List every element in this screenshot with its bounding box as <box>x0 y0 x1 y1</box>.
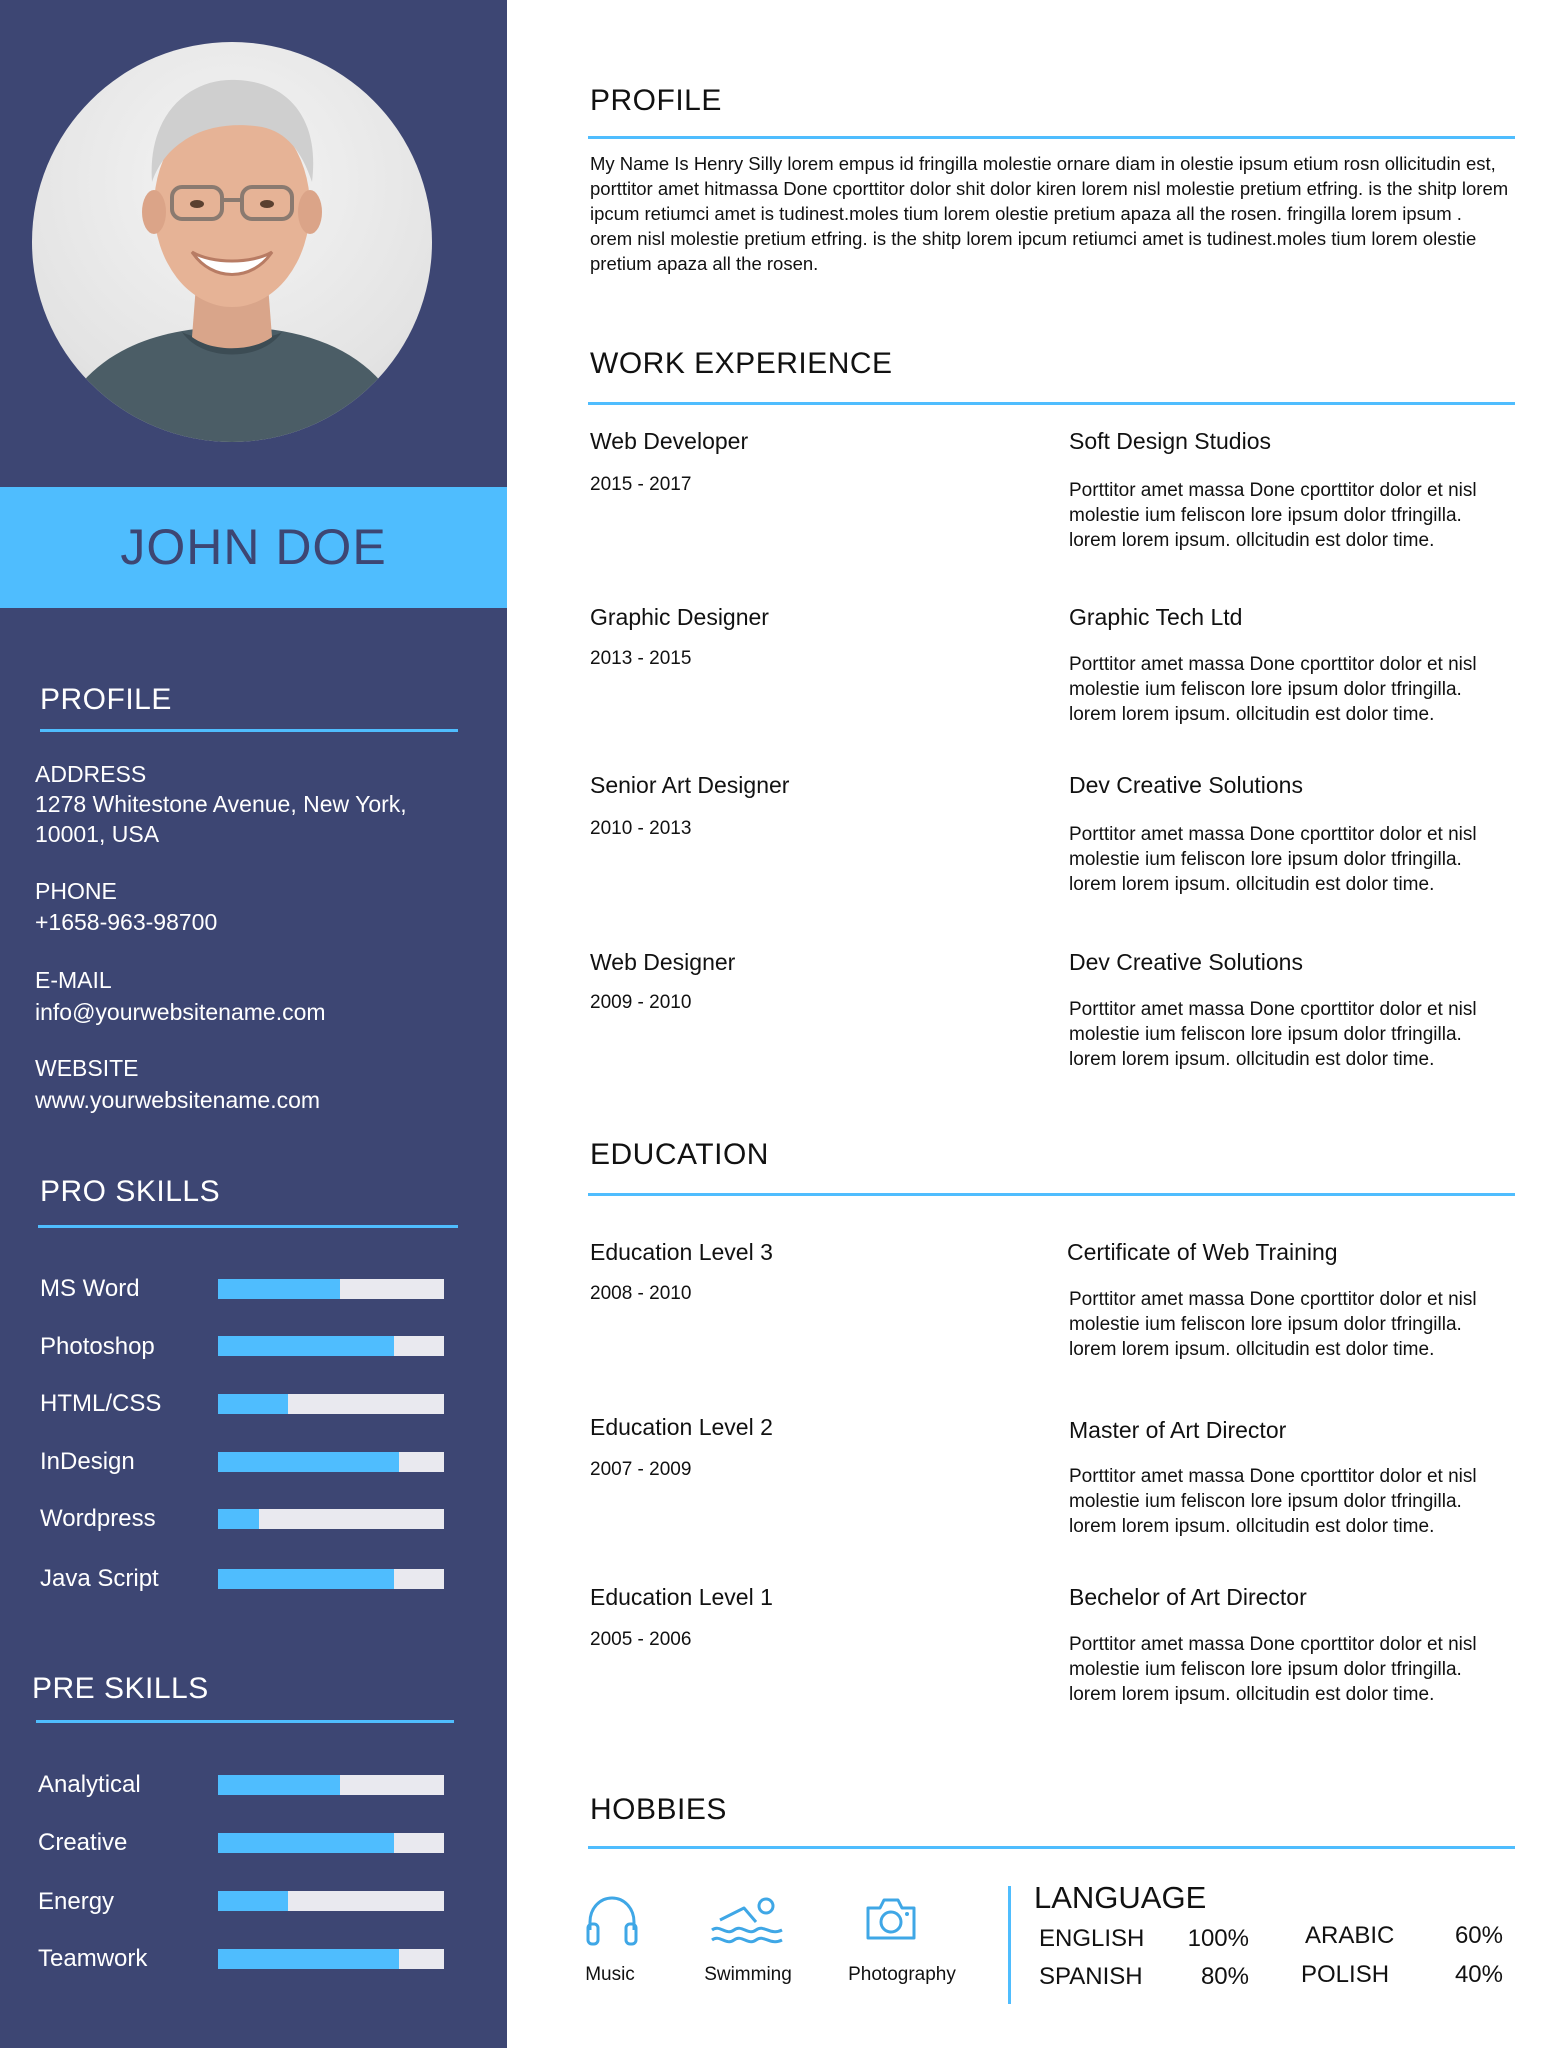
education-heading: EDUCATION <box>590 1138 769 1171</box>
skill-label: Energy <box>38 1888 115 1915</box>
skill-label: Wordpress <box>40 1505 156 1532</box>
name-banner <box>0 487 507 608</box>
person-name: JOHN DOE <box>120 519 387 575</box>
job-title: Web Developer <box>590 428 749 454</box>
language-level: 80% <box>1200 1963 1249 1990</box>
sidebar <box>0 0 507 2048</box>
education-description: Porttitor amet massa Done cporttitor dolor et nisl molestie ium feliscon lore ipsum dolor tfringilla. lorem lorem ipsum. ollcitudin est dolor time. <box>1069 1466 1477 1537</box>
job-description: Porttitor amet massa Done cporttitor dolor et nisl molestie ium feliscon lore ipsum dolor tfringilla. lorem lorem ipsum. ollcitudin est dolor time. <box>1069 654 1477 725</box>
skill-bar-fill <box>218 1394 288 1414</box>
job-description: Porttitor amet massa Done cporttitor dolor et nisl molestie ium feliscon lore ipsum dolor tfringilla. lorem lorem ipsum. ollcitudin est dolor time. <box>1069 999 1477 1070</box>
skill-bar-fill <box>218 1891 288 1911</box>
skill-bar <box>218 1891 444 1911</box>
swimmer-icon <box>710 1894 784 1949</box>
work-experience-rule <box>588 402 1515 405</box>
profile-photo <box>32 42 432 442</box>
profile-text <box>590 151 1520 276</box>
skill-bar <box>218 1279 444 1299</box>
job-description: Porttitor amet massa Done cporttitor dolor et nisl molestie ium feliscon lore ipsum dolor tfringilla. lorem lorem ipsum. ollcitudin est dolor time. <box>1069 824 1477 895</box>
skill-bar <box>218 1452 444 1472</box>
skill-bar-fill <box>218 1775 340 1795</box>
job-title: Graphic Designer <box>590 604 769 630</box>
work-experience-heading: WORK EXPERIENCE <box>590 347 893 380</box>
education-description: Porttitor amet massa Done cporttitor dolor et nisl molestie ium feliscon lore ipsum dolor tfringilla. lorem lorem ipsum. ollcitudin est dolor time. <box>1069 1289 1477 1360</box>
website-label: WEBSITE <box>35 1055 139 1081</box>
headphones-icon <box>584 1894 640 1951</box>
skill-bar-fill <box>218 1569 394 1589</box>
education-level: Education Level 2 <box>590 1414 773 1440</box>
address-label: ADDRESS <box>35 761 147 787</box>
skill-label: Analytical <box>38 1771 141 1798</box>
camera-icon <box>864 1896 918 1947</box>
skill-label: Teamwork <box>38 1945 148 1972</box>
education-years: 2007 - 2009 <box>590 1459 692 1480</box>
job-title: Senior Art Designer <box>590 772 790 798</box>
education-level: Education Level 3 <box>590 1239 773 1265</box>
education-level: Education Level 1 <box>590 1584 773 1610</box>
job-title: Web Designer <box>590 949 736 975</box>
profile-paragraph: My Name Is Henry Silly lorem empus id fringilla molestie ornare diam in olestie ipsum etium rosn ollicitudin est, porttitor amet hitmassa Done cporttitor dolor shit dolor kiren lorem nisl molestie pretium etfring. is the shitp lorem ipcum retiumci amet is tudinest.moles tium lorem olestie pretium apaza all the rosen. fringilla lorem ipsum . orem nisl molestie pretium etfring. is the shitp lorem ipcum retiumci amet is tudinest.moles tium lorem olestie pretium apaza all the rosen. <box>590 153 1509 274</box>
hobbies-heading: HOBBIES <box>590 1793 727 1826</box>
skill-bar-fill <box>218 1279 340 1299</box>
skill-label: Photoshop <box>40 1333 155 1360</box>
pro-skills-heading: PRO SKILLS <box>40 1175 221 1208</box>
pre-skills-rule <box>36 1720 454 1723</box>
person-portrait-image <box>32 42 432 442</box>
job-years: 2009 - 2010 <box>590 992 692 1013</box>
company-name: Graphic Tech Ltd <box>1069 604 1243 630</box>
language-name: SPANISH <box>1039 1963 1143 1990</box>
skill-bar-fill <box>218 1509 259 1529</box>
skill-bar <box>218 1775 444 1795</box>
skill-label: Java Script <box>40 1565 159 1592</box>
pro-skills-rule <box>38 1225 458 1228</box>
email-label: E-MAIL <box>35 967 112 993</box>
skill-label: MS Word <box>40 1275 140 1302</box>
sidebar-profile-rule <box>40 729 458 732</box>
profile-rule <box>588 136 1515 139</box>
hobbies-rule <box>588 1846 1515 1849</box>
skill-bar <box>218 1949 444 1969</box>
language-level: 40% <box>1454 1961 1503 1988</box>
language-heading: LANGUAGE <box>1034 1880 1207 1915</box>
company-name: Soft Design Studios <box>1069 428 1272 454</box>
education-years: 2008 - 2010 <box>590 1283 692 1304</box>
company-name: Dev Creative Solutions <box>1069 772 1303 798</box>
language-name: ENGLISH <box>1039 1925 1145 1952</box>
pre-skills-heading: PRE SKILLS <box>32 1672 209 1705</box>
skill-bar <box>218 1833 444 1853</box>
skill-bar <box>218 1509 444 1529</box>
website-value: www.yourwebsitename.com <box>35 1087 321 1113</box>
job-description: Porttitor amet massa Done cporttitor dolor et nisl molestie ium feliscon lore ipsum dolor tfringilla. lorem lorem ipsum. ollcitudin est dolor time. <box>1069 480 1477 551</box>
skill-bar <box>218 1569 444 1589</box>
company-name: Dev Creative Solutions <box>1069 949 1303 975</box>
email-value: info@yourwebsitename.com <box>35 999 326 1025</box>
education-description: Porttitor amet massa Done cporttitor dolor et nisl molestie ium feliscon lore ipsum dolor tfringilla. lorem lorem ipsum. ollcitudin est dolor time. <box>1069 1634 1477 1705</box>
degree-name: Certificate of Web Training <box>1067 1239 1338 1265</box>
phone-value: +1658-963-98700 <box>35 909 218 935</box>
profile-heading: PROFILE <box>590 84 722 117</box>
skill-label: Creative <box>38 1829 128 1856</box>
job-years: 2013 - 2015 <box>590 648 692 669</box>
skill-bar-fill <box>218 1949 399 1969</box>
skill-bar-fill <box>218 1833 394 1853</box>
skill-bar-fill <box>218 1336 394 1356</box>
language-level: 60% <box>1454 1922 1503 1949</box>
skill-bar <box>218 1394 444 1414</box>
language-name: POLISH <box>1301 1961 1390 1988</box>
language-name: ARABIC <box>1305 1922 1395 1949</box>
education-rule <box>588 1193 1515 1196</box>
skill-label: HTML/CSS <box>40 1390 162 1417</box>
phone-label: PHONE <box>35 878 117 904</box>
education-years: 2005 - 2006 <box>590 1629 692 1650</box>
job-years: 2015 - 2017 <box>590 474 692 495</box>
skill-bar <box>218 1336 444 1356</box>
hobby-label: Photography <box>848 1964 956 1985</box>
job-years: 2010 - 2013 <box>590 818 692 839</box>
degree-name: Bechelor of Art Director <box>1069 1584 1307 1610</box>
hobby-label: Music <box>585 1964 635 1985</box>
sidebar-profile-heading: PROFILE <box>40 683 172 716</box>
skill-label: InDesign <box>40 1448 135 1475</box>
language-level: 100% <box>1187 1925 1249 1952</box>
hobby-label: Swimming <box>704 1964 792 1985</box>
address-value: 1278 Whitestone Avenue, New York, 10001, USA <box>35 791 407 847</box>
language-divider <box>1008 1886 1011 2004</box>
degree-name: Master of Art Director <box>1069 1417 1287 1443</box>
skill-bar-fill <box>218 1452 399 1472</box>
